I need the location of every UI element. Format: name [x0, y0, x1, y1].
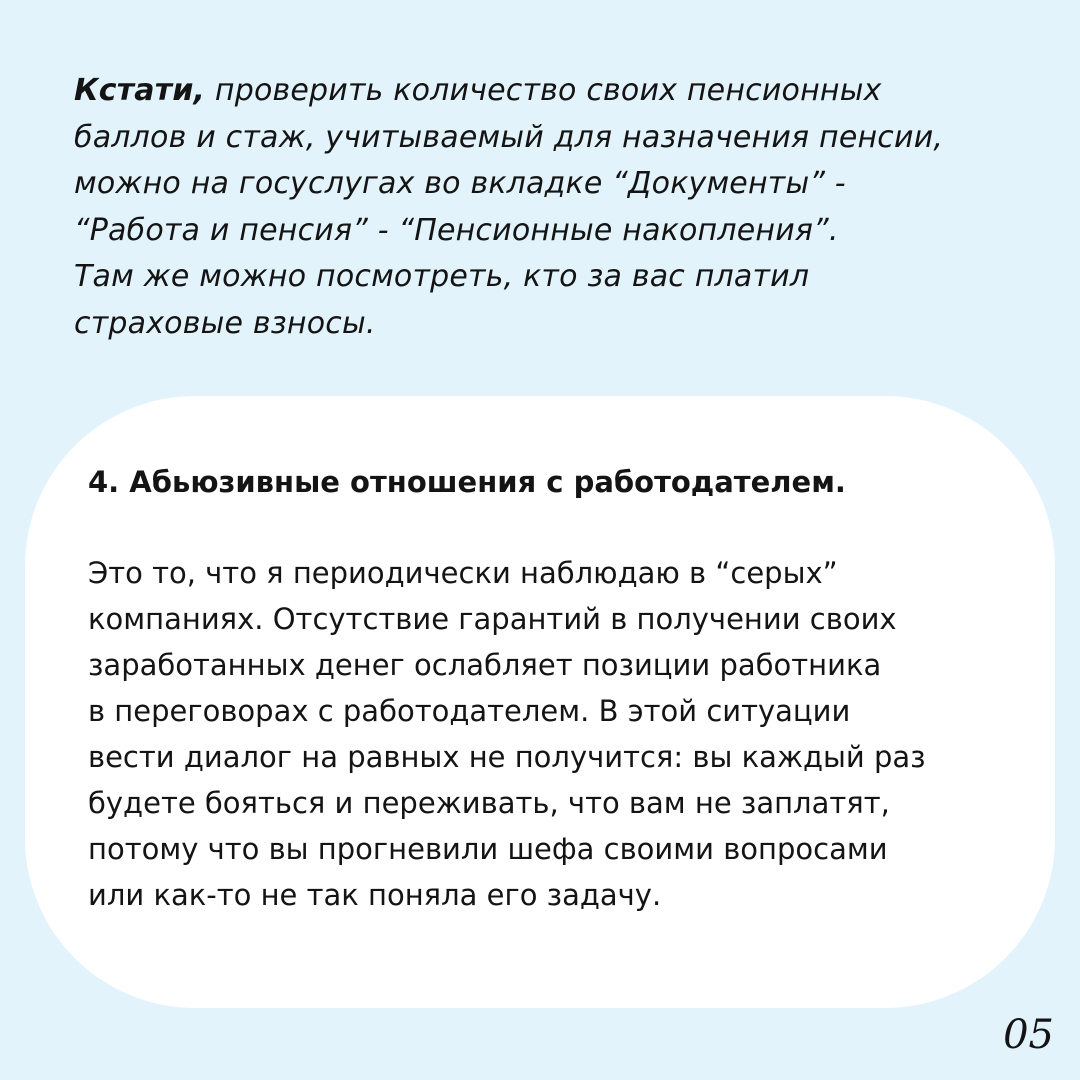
intro-note	[74, 68, 1034, 347]
intro-line-2: баллов и стаж, учитываемый для назначения пенсии,	[74, 119, 944, 155]
page-number: 05	[1003, 1012, 1054, 1058]
intro-line-6: страховые взносы.	[74, 305, 376, 341]
card-body-line-2: компаниях. Отсутствие гарантий в получении своих	[88, 602, 897, 636]
intro-line-1	[74, 68, 1034, 115]
card-body-line-5: вести диалог на равных не получится: вы каждый раз	[88, 740, 926, 774]
card-heading: 4. Абьюзивные отношения с работодателем.	[88, 465, 846, 499]
intro-line-4: “Работа и пенсия” - “Пенсионные накопления”.	[74, 212, 839, 248]
card-body-line-3: заработанных денег ослабляет позиции работника	[88, 648, 882, 682]
content-card	[25, 396, 1055, 1008]
card-body	[88, 550, 1038, 918]
intro-line-1-text: проверить количество своих пенсионных	[205, 73, 882, 108]
card-body-line-1: Это то, что я периодически наблюдаю в “серых”	[88, 556, 838, 590]
card-body-line-8: или как-то не так поняла его задачу.	[88, 878, 662, 912]
card-body-line-6: будете бояться и переживать, что вам не заплатят,	[88, 786, 890, 820]
intro-line-5: Там же можно посмотреть, кто за вас платил	[74, 259, 810, 294]
card-body-line-4: в переговорах с работодателем. В этой ситуации	[88, 694, 851, 728]
card-body-line-7: потому что вы прогневили шефа своими вопросами	[88, 832, 888, 866]
intro-line-3: можно на госуслугах во вкладке “Документы” -	[74, 166, 846, 201]
intro-bold-lead: Кстати,	[74, 73, 206, 108]
